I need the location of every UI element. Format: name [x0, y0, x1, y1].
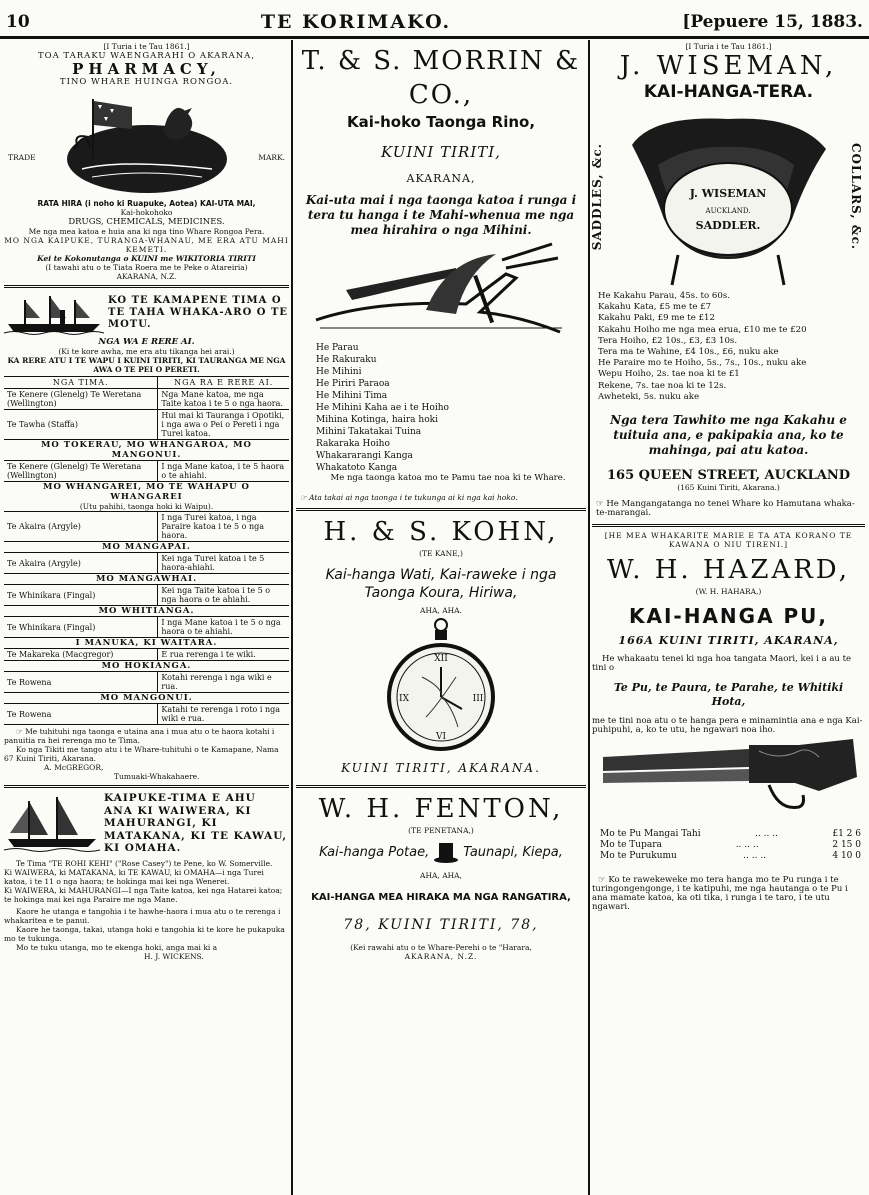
divider	[4, 785, 289, 788]
kohn-sub: (TE KANE,)	[419, 549, 463, 558]
hazard-p1: He whakaatu tenei ki nga hoa tangata Maori, kei i a au te tini o	[592, 654, 852, 674]
steamship-icon	[4, 292, 104, 334]
kohn-aha: AHA, AHA.	[420, 606, 462, 615]
list-item: Kakahu Hoiho me nga mea erua, £10 me te £20	[598, 324, 807, 335]
price-item: Mo te Pu Mangai Tahi	[600, 829, 701, 840]
section-subheading: (Utu pahihi, taonga hoki ki Waipu).	[79, 502, 214, 511]
wiseman-address: 165 QUEEN STREET, AUCKLAND	[607, 468, 850, 484]
wiseman-ad	[592, 42, 865, 518]
table-row	[4, 672, 289, 693]
shotgun-icon	[599, 737, 859, 827]
divider	[4, 285, 289, 288]
days-cell: I nga Turei katoa, i nga Paraire katoa i te 5 o nga haora.	[158, 512, 289, 542]
price-item: Mo te Tupara	[600, 840, 662, 851]
kaipuke-ad	[4, 792, 289, 961]
list-item: He Rakuraku	[316, 355, 377, 365]
list-item: He Piriri Paraoa	[316, 379, 390, 389]
kohn-trade: Kai-hanga Wati, Kai-raweke i nga Taonga Koura, Hiriwa,	[325, 567, 557, 601]
table-row	[4, 389, 289, 410]
table-row	[4, 649, 289, 661]
wiseman-established: [I Turia i te Tau 1861.]	[685, 42, 772, 51]
steamer-cell: Te Whinikara (Fingal)	[4, 585, 158, 606]
pharmacy-heading: TOA TARAKU WAENGARAHI O AKARANA,	[37, 51, 256, 61]
hazard-address: 166A KUINI TIRITI, AKARANA,	[618, 634, 839, 648]
trade-label: TRADE	[8, 153, 36, 162]
pharmacy-line4: Me nga mea katoa e huia ana ki nga tino Whare Rongoa Pera.	[28, 227, 265, 236]
saddle-trade-text: SADDLER.	[695, 219, 761, 232]
steamer-cell: Te Akaira (Argyle)	[4, 512, 158, 542]
hazard-trade: KAI-HANGA PU,	[628, 604, 829, 629]
price-dots: .. .. ..	[735, 840, 759, 851]
days-cell: Katahi te rerenga i roto i nga wiki e rua.	[158, 704, 289, 725]
column-left	[4, 40, 289, 1195]
hazard-ad	[592, 531, 865, 912]
hazard-sub: (W. H. HAHARA,)	[695, 587, 762, 597]
days-cell: Kotahi rerenga i nga wiki e rua.	[158, 672, 289, 693]
steamship-note1: ☞ Me tuhituhi nga taonga e utaina ana i mua atu o te haora kotahi i panuitia ra hei rerenga mo te Tima.	[4, 727, 275, 745]
pharmacy-title: PHARMACY,	[72, 60, 221, 78]
table-row	[4, 585, 289, 606]
days-cell: Kei nga Taite katoa i te 5 o nga haora o te ahiahi.	[158, 585, 289, 606]
pharmacy-line6: Kei te Kokonutanga o KUINI me WIKITORIA TIRITI	[37, 254, 256, 263]
svg-text:III: III	[472, 694, 484, 704]
morrin-ad	[296, 44, 586, 502]
table-row	[4, 512, 289, 542]
days-cell: I nga Mane katoa, i te 5 haora o te ahiahi.	[158, 461, 289, 482]
price-item: Mo te Purukumu	[600, 851, 677, 862]
steamship-sub1: NGA WA E RERE AI.	[98, 337, 195, 347]
list-item: Kakahu Kata, £5 me te £7	[598, 302, 712, 313]
steamship-ad	[4, 292, 289, 781]
wiseman-address-maori: (165 Kuini Tiriti, Akarana.)	[677, 483, 780, 493]
issue-date: [Pepuere 15, 1883.	[682, 12, 863, 32]
steamer-cell: Te Whinikara (Fingal)	[4, 617, 158, 638]
kaipuke-heading: KAIPUKE-TIMA E AHU ANA KI WAIWERA, KI MAHURANGI, KI MATAKANA, KI TE KAWAU, KI OMAHA.	[104, 792, 288, 854]
days-cell: E rua rerenga i te wiki.	[158, 649, 289, 661]
steamship-note2: Ko nga Tikiti me tango atu i te Whare-tuhituhi o te Kamapane, Nama 67 Kuini Tiriti, Akarana.	[4, 745, 279, 763]
wiseman-trade: KAI-HANGA-TERA.	[643, 82, 814, 102]
list-item: He Parau	[316, 343, 359, 353]
masthead	[6, 8, 863, 36]
column-middle	[296, 40, 586, 1195]
kaipuke-p6: Mo te tuku utanga, mo te ekenga hoki, anga mai ki a	[16, 942, 218, 952]
table-row	[4, 410, 289, 440]
saddle-maker-text: J. WISEMAN	[689, 187, 767, 200]
svg-text:XII: XII	[434, 654, 448, 664]
steamer-cell: Te Akaira (Argyle)	[4, 553, 158, 574]
list-item: Tera ma te Wahine, £4 10s., £6, nuku ake	[598, 347, 779, 358]
steamer-cell: Te Tawha (Staffa)	[4, 410, 158, 440]
fenton-ad	[296, 792, 586, 961]
fenton-near: (Kei rawahi atu o te Whare-Perehi o te "Harara,	[350, 943, 532, 952]
price-value: £1 2 6	[832, 829, 861, 840]
col-header-steamers: NGA TIMA.	[4, 377, 158, 389]
morrin-note: ☞ Ata takai ai nga taonga i te tukunga ai ki nga kai hoko.	[300, 493, 518, 502]
section-heading: MO MANGONUI.	[4, 692, 289, 703]
kohn-name: H. & S. KOHN,	[323, 517, 559, 547]
pharmacy-ad	[4, 42, 289, 281]
morrin-items	[296, 342, 586, 474]
divider	[592, 524, 865, 527]
pharmacy-established: [I Turia i te Tau 1861.]	[103, 42, 190, 51]
page-number: 10	[6, 12, 30, 32]
morrin-town: AKARANA,	[406, 172, 476, 185]
section-heading: MO WHITIANGA.	[4, 605, 289, 616]
kaipuke-signature: H. J. WICKENS.	[144, 951, 204, 961]
list-item: He Mihini Kaha ae i te Hoiho	[316, 403, 449, 413]
column-divider	[291, 40, 293, 1195]
kohn-ad	[296, 515, 586, 775]
price-dots: .. .. ..	[743, 851, 767, 862]
fenton-trade	[296, 841, 586, 865]
fenton-name: W. H. FENTON,	[318, 794, 564, 824]
kaipuke-p3: Ki WAIWERA, ki MAHURANGI—I nga Taite katoa, kei nga Hatarei katoa; te hokinga mai kei nga Paraire me nga Mane.	[4, 885, 283, 904]
list-item: Wepu Hoiho, 2s. tae noa ki te £1	[598, 369, 740, 380]
wiseman-note: ☞ He Mangangatanga no tenei Whare ko Hamutana whaka-te-marangai.	[596, 499, 855, 519]
kaipuke-p1: Te Tima "TE ROHI KEHI" ("Rose Casey") te Pene, ko W. Somerville.	[16, 858, 273, 868]
top-hat-icon	[433, 842, 459, 864]
trademark-emblem-icon	[62, 89, 232, 197]
days-cell: Hui mai ki Tauranga i Opotiki, i nga awa o Pei o Pereti i nga Turei katoa.	[158, 410, 289, 440]
newspaper-title: TE KORIMAKO.	[260, 11, 452, 33]
saddle-illustration	[592, 103, 865, 291]
collars-vertical-label: COLLARS, &c.	[849, 143, 863, 251]
col-header-days: NGA RA E RERE AI.	[158, 377, 289, 389]
section-heading: MO MANGAPAI.	[4, 541, 289, 552]
kaipuke-p2: Ki WAIWERA, ki MATAKANA, ki TE KAWAU, ki OMAHA—i nga Turei katoa, i te 11 o nga haora; te hokinga mai kei nga Wenerei.	[4, 867, 264, 886]
price-row	[592, 851, 865, 862]
section-heading: MO TOKERAU, MO WHANGAROA, MO MANGONUI.	[4, 439, 289, 460]
column-right	[592, 40, 865, 1195]
table-row	[4, 617, 289, 638]
sailing-ship-icon	[4, 795, 100, 851]
fenton-address: 78, KUINI TIRITI, 78,	[343, 917, 539, 933]
morrin-closing: Me nga taonga katoa mo te Pamu tae noa ki te Whare.	[330, 473, 566, 483]
price-value: 2 15 0	[832, 840, 861, 851]
list-item: He Mihini Tima	[316, 391, 388, 401]
fenton-trade-right: Taunapi, Kiepa,	[463, 845, 563, 860]
days-cell: I nga Mane katoa i te 5 o nga haora o te ahiahi.	[158, 617, 289, 638]
section-heading: MO HOKIANGA.	[4, 660, 289, 671]
list-item: Kakahu Paki, £9 me te £12	[598, 313, 715, 324]
hazard-banner: [HE MEA WHAKARITE MARIE E TA ATA KORANO TE KAWANA O NIU TIRENI.]	[604, 531, 853, 550]
hazard-price-list	[592, 829, 865, 862]
steamship-sub2: (Ki te kore awha, me era atu tikanga hei arai.)	[58, 347, 235, 356]
pharmacy-trademark	[4, 89, 289, 199]
list-item: He Mihini	[316, 367, 362, 377]
fenton-sub: (TE PENETANA,)	[408, 826, 474, 835]
plough-icon	[306, 240, 576, 340]
list-item: He Paraire mo te Hoiho, 5s., 7s., 10s., nuku ake	[598, 358, 807, 369]
steamer-cell: Te Makareka (Macgregor)	[4, 649, 158, 661]
pharmacy-line2: Kai-hokohoko	[120, 208, 173, 217]
list-item: Mihini Takatakai Tuina	[316, 427, 422, 437]
list-item: Tera Hoiho, £2 10s., £3, £3 10s.	[598, 335, 738, 346]
saddle-icon	[618, 105, 838, 289]
pharmacy-line1: RATA HIRA (i noho ki Ruapuke, Aotea) KAI-UTA MAI,	[37, 199, 256, 208]
morrin-street: KUINI TIRITI,	[381, 143, 501, 161]
list-item: Whakararangi Kanga	[316, 451, 413, 461]
price-row	[592, 829, 865, 840]
steamship-heading: KO TE KAMAPENE TIMA O TE TAHA WHAKA-ARO O TE MOTU.	[108, 295, 289, 330]
list-item: Whakatoto Kanga	[316, 463, 398, 473]
steamship-sub3: KA RERE ATU I TE WAPU I KUINI TIRITI, KI TAURANGA ME NGA AWA O TE PEI O PERETI.	[7, 356, 286, 374]
list-item: Mihina Kotinga, haira hoki	[316, 415, 438, 425]
days-cell: Nga Mane katoa, me nga Taite katoa i te 5 o nga haora.	[158, 389, 289, 410]
fenton-trade-left: Kai-hanga Potae,	[319, 845, 430, 860]
steamer-cell: Te Kenere (Glenelg) Te Weretana (Wellington)	[4, 461, 158, 482]
svg-text:IX: IX	[399, 694, 409, 704]
hazard-name: W. H. HAZARD,	[607, 555, 850, 586]
pharmacy-line7: (I tawahi atu o te Tiata Roera me te Peke o Atareiria)	[45, 263, 248, 272]
list-item: Rekene, 7s. tae noa ki te 12s.	[598, 380, 727, 391]
section-heading: I MANUKA, KI WAITARA.	[4, 637, 289, 648]
masthead-rule	[0, 36, 869, 39]
steamer-cell: Te Kenere (Glenelg) Te Weretana (Wellington)	[4, 389, 158, 410]
divider	[296, 508, 586, 511]
morrin-desc: Kai-uta mai i nga taonga katoa i runga i tera tu hanga i te Mahi-whenua me nga mea hirahira o nga Mihini.	[305, 193, 577, 237]
morrin-name: T. & S. MORRIN & CO.,	[301, 46, 581, 110]
steamship-sig-title: Tumuaki-Whakahaere.	[114, 772, 200, 781]
steamer-cell: Te Rowena	[4, 704, 158, 725]
fenton-aha: AHA, AHA,	[420, 871, 462, 880]
table-row	[4, 461, 289, 482]
wiseman-items	[592, 291, 865, 403]
table-row	[4, 704, 289, 725]
wiseman-name: J. WISEMAN,	[619, 51, 838, 81]
table-header-row	[4, 377, 289, 389]
saddles-vertical-label: SADDLES, &c.	[590, 143, 604, 251]
kohn-address: KUINI TIRITI, AKARANA.	[341, 761, 541, 775]
table-row	[4, 553, 289, 574]
kaipuke-p4: Kaore he utanga e tangohia i te hawhe-haora i mua atu o te rerenga i whakaritea e te panui.	[4, 906, 281, 925]
svg-text:VI: VI	[435, 732, 447, 742]
timetable	[4, 376, 289, 439]
section-heading: MO MANGAWHAI.	[4, 573, 289, 584]
pharmacy-line3: DRUGS, CHEMICALS, MEDICINES.	[68, 217, 225, 227]
section-heading: MO WHANGAREI, MO TE WAHAPU O WHANGAREI	[4, 481, 289, 502]
list-item: He Kakahu Parau, 45s. to 60s.	[598, 291, 730, 301]
hazard-note: ☞ Ko te rawekeweke mo tera hanga mo te Pu runga i te turingongengonge, i te katipuhi, me nga hautanga o te Pu i ana mamate katoa, ka oti tika, i runga i te taro, i te utu ngawari.	[592, 875, 848, 913]
mark-label: MARK.	[258, 153, 285, 162]
fenton-town: AKARANA, N.Z.	[404, 952, 478, 961]
pharmacy-subtitle: TINO WHARE HUINGA RONGOA.	[59, 77, 234, 87]
saddle-city-text: AUCKLAND.	[705, 207, 751, 215]
hazard-p3: me te tini noa atu o te hanga pera e minamintia ana e nga Kai-puhipuhi, a, ko te utu, he ngawari noa iho.	[592, 716, 863, 736]
list-item: Awheteki, 5s. nuku ake	[598, 391, 700, 402]
pocket-watch-icon	[386, 617, 496, 757]
fenton-slogan: KAI-HANGA MEA HIRAKA MA NGA RANGATIRA,	[311, 892, 571, 903]
price-row	[592, 840, 865, 851]
morrin-trade: Kai-hoko Taonga Rino,	[346, 113, 536, 131]
wiseman-slogan: Nga tera Tawhito me nga Kakahu e tuituia ana, e pakipakia ana, ko te mahinga, pai atu katoa.	[610, 413, 847, 458]
pharmacy-line8: AKARANA, N.Z.	[116, 272, 177, 281]
pharmacy-line5: MO NGA KAIPUKE, TURANGA-WHANAU, ME ERA ATU MAHI KEMETI.	[4, 236, 289, 254]
days-cell: Kei nga Turei katoa i te 5 haora-ahiahi.	[158, 553, 289, 574]
steamship-signature: A. McGREGOR,	[44, 763, 104, 772]
price-value: 4 10 0	[832, 851, 861, 862]
divider	[296, 785, 586, 788]
list-item: Rakaraka Hoiho	[316, 439, 390, 449]
steamer-cell: Te Rowena	[4, 672, 158, 693]
kaipuke-p5: Kaore he taonga, takai, utanga hoki e tangohia ki te kore he pukapuka mo te tukunga.	[4, 924, 285, 943]
hazard-p2: Te Pu, te Paura, te Parahe, te Whitiki Hota,	[613, 681, 844, 709]
price-dots: .. .. ..	[755, 829, 778, 840]
